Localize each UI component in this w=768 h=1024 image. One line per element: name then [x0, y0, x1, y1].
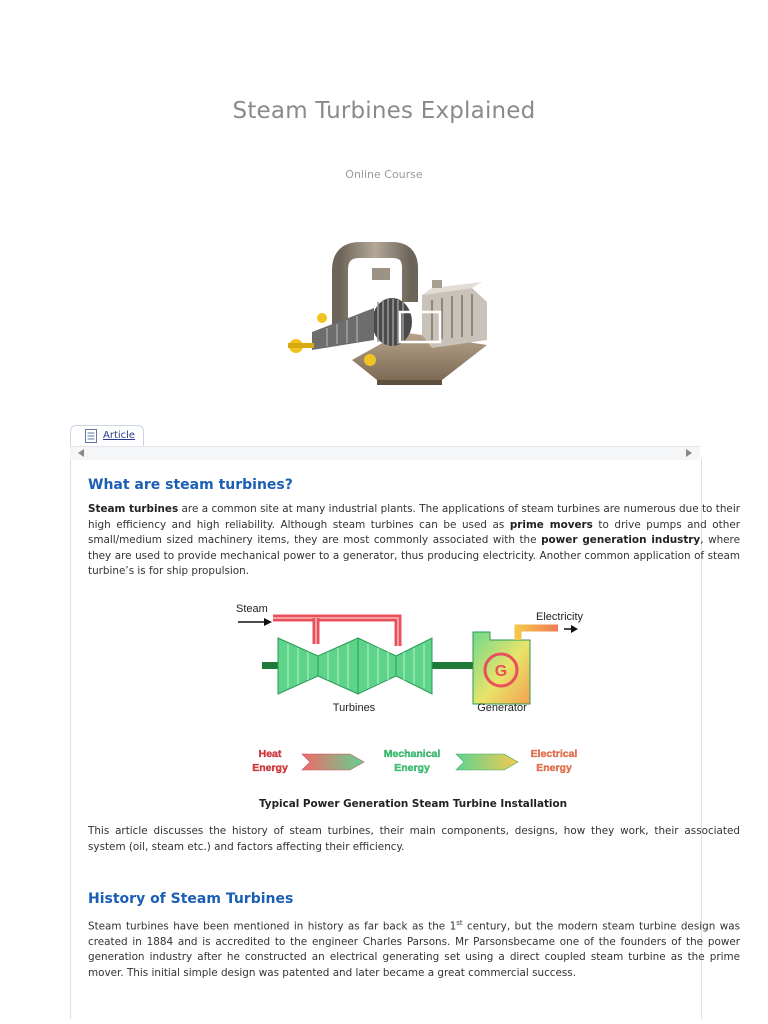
- document-icon: [85, 429, 97, 443]
- mechanical-to-electrical-arrow: [456, 754, 518, 770]
- diagram-caption: Typical Power Generation Steam Turbine Installation: [258, 798, 568, 810]
- electricity-label: Electricity: [536, 611, 584, 623]
- heat-to-mechanical-arrow: [302, 754, 364, 770]
- section-heading-what-are-steam-turbines: What are steam turbines?: [88, 477, 293, 493]
- heat-energy-label-line2: Energy: [252, 762, 288, 774]
- horizontal-scrollbar[interactable]: [70, 446, 700, 460]
- steam-turbine-hero-image: [282, 240, 492, 385]
- turbines-label: Turbines: [332, 702, 376, 714]
- mechanical-energy-label-line2: Energy: [394, 762, 430, 774]
- page-subtitle: Online Course: [345, 168, 423, 181]
- electrical-energy-label-line1: Electrical: [530, 748, 578, 760]
- section-heading-history: History of Steam Turbines: [88, 891, 294, 907]
- scroll-left-icon[interactable]: [78, 449, 84, 457]
- paragraph-article-overview: This article discusses the history of steam turbines, their main components, designs, how they work, their associated system (oil, steam etc.) and factors affecting their efficiency.: [88, 825, 740, 853]
- term-power-generation-industry: power generation industry: [541, 534, 701, 546]
- term-steam-turbines: Steam turbines: [88, 503, 179, 515]
- power-generation-diagram: [228, 596, 598, 784]
- paragraph-history: Steam turbines have been mentioned in history as far back as the 1st century, but the modern steam turbine design was created in 1884 and is accredited to the engineer Charles Parsons. Mr Parsonsbecame one of the founders of the power generation industry after he constructed an electrical generating set using a direct coupled steam turbine as the prime mover. This initial simple design was patented and later became a great commercial success.: [88, 919, 740, 979]
- generator-label: Generator: [477, 702, 527, 714]
- scroll-right-icon[interactable]: [686, 449, 692, 457]
- tab-article[interactable]: [70, 425, 144, 447]
- paragraph-intro: Steam turbines are a common site at many industrial plants. The applications of steam turbines are numerous due to their high efficiency and high reliability. Although steam turbines can be used as prime movers to drive pumps and other small/medium sized machinery items, they are most commonly associated with the power generation industry, where they are used to provide mechanical power to a generator, thus producing electricity. Another common application of steam turbine’s is for ship propulsion.: [88, 503, 740, 577]
- steam-label: Steam: [236, 603, 268, 615]
- term-prime-movers: prime movers: [509, 518, 593, 531]
- mechanical-energy-label-line1: Mechanical: [383, 748, 441, 760]
- tab-article-label: Article: [103, 430, 136, 441]
- generator-symbol: G: [494, 663, 508, 680]
- electrical-energy-label-line2: Energy: [536, 762, 572, 774]
- heat-energy-label-line1: Heat: [258, 748, 282, 760]
- page-title: Steam Turbines Explained: [232, 98, 536, 124]
